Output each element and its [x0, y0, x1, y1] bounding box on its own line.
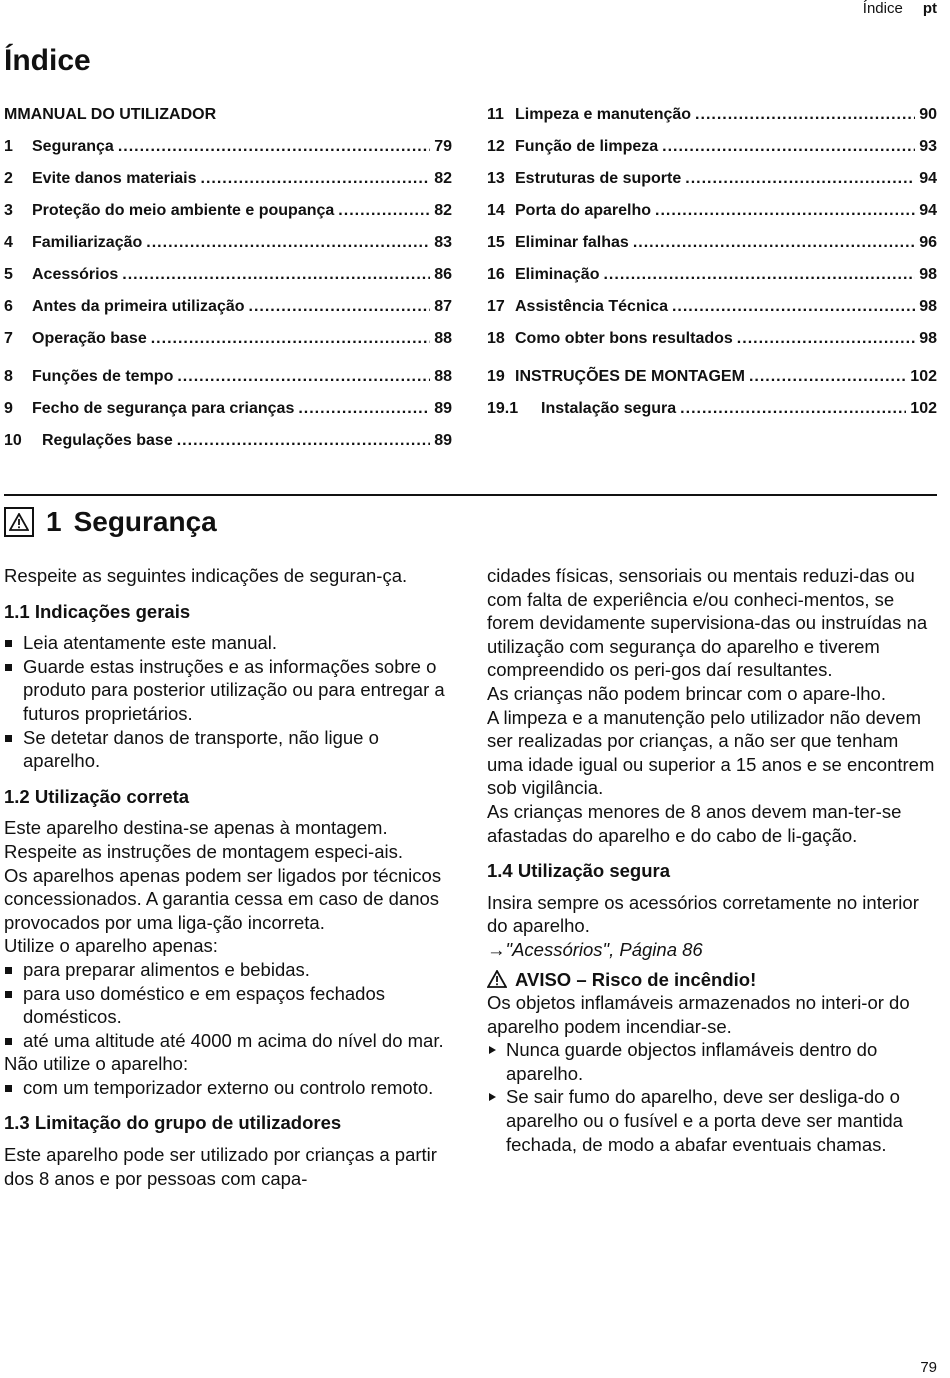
toc-entry[interactable] — [4, 136, 452, 158]
toc-entry-page: 96 — [919, 234, 937, 251]
toc-heading: MMANUAL DO UTILIZADOR — [4, 106, 217, 123]
running-header — [863, 0, 937, 17]
toc-leader-dots — [298, 398, 430, 420]
paragraph: As crianças não podem brincar com o apare-lho. — [487, 682, 886, 704]
toc-entry[interactable] — [4, 328, 452, 350]
toc-entry-label: Fecho de segurança para crianças — [32, 400, 295, 417]
intro-text: Respeite as seguintes indicações de seguran-ça. — [4, 565, 408, 586]
bullet-item: para preparar alimentos e bebidas. — [4, 958, 454, 982]
toc-leader-dots — [685, 168, 915, 190]
toc-entry-page: 89 — [434, 432, 452, 449]
toc-leader-dots — [749, 366, 906, 388]
toc-entry-label: Segurança — [32, 138, 114, 155]
toc-entry-number: 5 — [4, 266, 13, 283]
cross-reference-link[interactable]: →"Acessórios", Página 86 — [487, 938, 703, 960]
toc-entry[interactable] — [487, 232, 937, 254]
toc-entry-number: 14 — [487, 202, 505, 219]
toc-entry[interactable] — [487, 136, 937, 158]
toc-leader-dots — [737, 328, 915, 350]
toc-entry-number: 11 — [487, 106, 504, 123]
toc-entry-page: 82 — [434, 170, 452, 187]
toc-entry-label: Instalação segura — [541, 400, 677, 417]
toc-leader-dots — [633, 232, 915, 254]
toc-entry-page: 87 — [434, 298, 452, 315]
toc-entry-page: 94 — [919, 170, 937, 187]
toc-entry[interactable] — [4, 232, 452, 254]
toc-entry-page: 98 — [919, 330, 937, 347]
toc-entry[interactable] — [487, 264, 937, 286]
subheading-1-2: 1.2 Utilização correta — [4, 785, 190, 807]
paragraph: Não utilize o aparelho: — [4, 1053, 189, 1075]
toc-leader-dots — [177, 366, 430, 388]
section-number: 1 — [46, 506, 62, 537]
toc-right-list — [487, 104, 937, 350]
toc-entry-label: Eliminar falhas — [515, 234, 629, 251]
toc-entry[interactable] — [4, 168, 452, 190]
left-text-column — [4, 564, 454, 1190]
toc-entry-number: 4 — [4, 234, 13, 251]
toc-entry-page: 83 — [434, 234, 452, 251]
paragraph: Este aparelho destina-se apenas à montagem. Respeite as instruções de montagem especi-ais. — [4, 817, 403, 862]
bullet-item: para uso doméstico e em espaços fechados domésticos. — [4, 982, 454, 1029]
toc-leader-dots — [695, 104, 915, 126]
subheading-1-4: 1.4 Utilização segura — [487, 860, 671, 882]
toc-entry-number: 12 — [487, 138, 505, 155]
toc-entry-number: 3 — [4, 202, 13, 219]
toc-entry-label: Funções de tempo — [32, 368, 174, 385]
toc-entry-number: 10 — [4, 432, 22, 449]
toc-entry-page: 79 — [434, 138, 452, 155]
toc-leader-dots — [680, 398, 906, 420]
toc-entry-label: INSTRUÇÕES DE MONTAGEM — [515, 368, 745, 385]
toc-entry-number: 2 — [4, 170, 13, 187]
toc-entry-page: 98 — [919, 266, 937, 283]
toc-entry-page: 102 — [910, 368, 937, 385]
toc-entry[interactable] — [4, 430, 452, 452]
toc-entry-label: Evite danos materiais — [32, 170, 197, 187]
subheading-1-3: 1.3 Limitação do grupo de utilizadores — [4, 1112, 342, 1134]
paragraph: Os aparelhos apenas podem ser ligados por técnicos concessionados. A garantia cessa em caso de danos provocados por uma liga-ção incorreta. — [4, 864, 442, 933]
toc-entry-label: Regulações base — [42, 432, 173, 449]
warning-heading — [487, 968, 937, 992]
bullet-item: Se detetar danos de transporte, não ligue o aparelho. — [4, 726, 454, 773]
toc-entry-label: Operação base — [32, 330, 147, 347]
toc-entry-label: Como obter bons resultados — [515, 330, 733, 347]
right-text-column — [487, 564, 937, 1156]
toc-entry-number: 18 — [487, 330, 505, 347]
toc-entry-number: 13 — [487, 170, 505, 187]
toc-leader-dots — [338, 200, 430, 222]
toc-leader-dots — [672, 296, 915, 318]
toc-leader-dots — [146, 232, 430, 254]
paragraph: cidades físicas, sensoriais ou mentais reduzi-das ou com falta de experiência e/ou conheci-mentos, se forem devidamente supervisiona-das ou instruídas na utilização com segurança do aparelho e tiverem compreendido os peri-gos daí resultantes. — [487, 565, 928, 681]
toc-right-column — [487, 104, 937, 430]
toc-entry[interactable] — [487, 366, 937, 388]
toc-entry-number: 16 — [487, 266, 505, 283]
toc-entry-label: Antes da primeira utilização — [32, 298, 245, 315]
section-heading — [4, 506, 217, 538]
section-divider — [4, 494, 937, 496]
toc-entry-number: 9 — [4, 400, 13, 417]
toc-leader-dots — [122, 264, 430, 286]
toc-left-list — [4, 136, 452, 452]
toc-entry[interactable] — [487, 328, 937, 350]
toc-entry-label: Eliminação — [515, 266, 600, 283]
toc-left-column — [4, 104, 452, 462]
page-number: 79 — [920, 1359, 937, 1376]
toc-entry-number: 15 — [487, 234, 505, 251]
toc-entry-number: 17 — [487, 298, 505, 315]
toc-entry-page: 88 — [434, 330, 452, 347]
toc-entry[interactable] — [487, 200, 937, 222]
toc-entry-label: Limpeza e manutenção — [515, 106, 692, 123]
toc-entry-label: Função de limpeza — [515, 138, 659, 155]
bullet-item: com um temporizador externo ou controlo remoto. — [4, 1076, 454, 1100]
section-title: Segurança — [73, 506, 217, 537]
toc-leader-dots — [201, 168, 431, 190]
toc-entry-label: Porta do aparelho — [515, 202, 652, 219]
toc-entry[interactable] — [487, 398, 937, 420]
paragraph: As crianças menores de 8 anos devem man-ter-se afastadas do aparelho e do cabo de li-gação. — [487, 800, 902, 846]
toc-entry[interactable] — [4, 398, 452, 420]
toc-entry-label: Assistência Técnica — [515, 298, 668, 315]
toc-entry[interactable] — [487, 296, 937, 318]
toc-entry-number: 19 — [487, 368, 505, 385]
toc-leader-dots — [655, 200, 915, 222]
toc-entry[interactable] — [487, 104, 937, 126]
bullet-list-1-1 — [4, 631, 454, 773]
toc-entry-page: 90 — [919, 106, 937, 123]
toc-leader-dots — [151, 328, 430, 350]
step-item: Nunca guarde objectos inflamáveis dentro do aparelho. — [487, 1038, 937, 1085]
toc-right-list-2 — [487, 366, 937, 420]
toc-entry[interactable] — [487, 168, 937, 190]
toc-entry-page: 86 — [434, 266, 452, 283]
bullet-item: até uma altitude até 4000 m acima do nível do mar. — [4, 1029, 454, 1053]
bullet-list-1-2a — [4, 958, 454, 1052]
toc-entry-number: 1 — [4, 138, 13, 155]
toc-leader-dots — [177, 430, 430, 452]
subheading-1-1: 1.1 Indicações gerais — [4, 600, 191, 622]
toc-entry-page: 89 — [434, 400, 452, 417]
toc-entry-page: 102 — [910, 400, 937, 417]
warning-triangle-icon — [487, 970, 507, 988]
toc-entry-number: 8 — [4, 368, 13, 385]
toc-leader-dots — [118, 136, 430, 158]
bullet-item: Leia atentamente este manual. — [4, 631, 454, 655]
toc-entry-number: 6 — [4, 298, 13, 315]
toc-entry-page: 94 — [919, 202, 937, 219]
toc-entry[interactable] — [4, 296, 452, 318]
toc-leader-dots — [662, 136, 915, 158]
bullet-item: Guarde estas instruções e as informações sobre o produto para posterior utilização ou para entregar a futuros proprietários. — [4, 655, 454, 726]
bullet-list-1-2b — [4, 1076, 454, 1100]
step-item: Se sair fumo do aparelho, deve ser desliga-do o aparelho ou o fusível e a porta deve ser mantida fechada, de modo a abafar eventuais chamas. — [487, 1085, 937, 1156]
step-list — [487, 1038, 937, 1156]
page-title: Índice — [4, 44, 91, 77]
toc-entry-number: 19.1 — [487, 400, 519, 417]
toc-entry-page: 93 — [919, 138, 937, 155]
paragraph: Utilize o aparelho apenas: — [4, 935, 218, 957]
warning-title: AVISO – Risco de incêndio! — [515, 968, 757, 990]
toc-entry[interactable] — [4, 366, 452, 388]
toc-entry-page: 98 — [919, 298, 937, 315]
toc-entry-label: Estruturas de suporte — [515, 170, 682, 187]
toc-entry[interactable] — [4, 264, 452, 286]
toc-entry[interactable] — [4, 200, 452, 222]
toc-entry-number: 7 — [4, 330, 13, 347]
toc-leader-dots — [603, 264, 915, 286]
paragraph: Insira sempre os acessórios corretamente no interior do aparelho. — [487, 891, 919, 937]
warning-triangle-icon — [4, 507, 34, 537]
paragraph: Este aparelho pode ser utilizado por crianças a partir dos 8 anos e por pessoas com capa- — [4, 1144, 437, 1189]
toc-entry-page: 88 — [434, 368, 452, 385]
toc-entry-label: Acessórios — [32, 266, 119, 283]
header-lang: pt — [922, 0, 937, 17]
toc-leader-dots — [249, 296, 431, 318]
toc-entry-label: Familiarização — [32, 234, 143, 251]
header-section: Índice — [862, 0, 903, 17]
toc-entry-page: 82 — [434, 202, 452, 219]
toc-entry-label: Proteção do meio ambiente e poupança — [32, 202, 335, 219]
paragraph: A limpeza e a manutenção pelo utilizador não devem ser realizadas por crianças, a não ser que tenham uma idade igual ou superior a 15 anos e se encontrem sob vigilância. — [487, 706, 935, 799]
paragraph: Os objetos inflamáveis armazenados no interi-or do aparelho podem incendiar-se. — [487, 992, 910, 1037]
